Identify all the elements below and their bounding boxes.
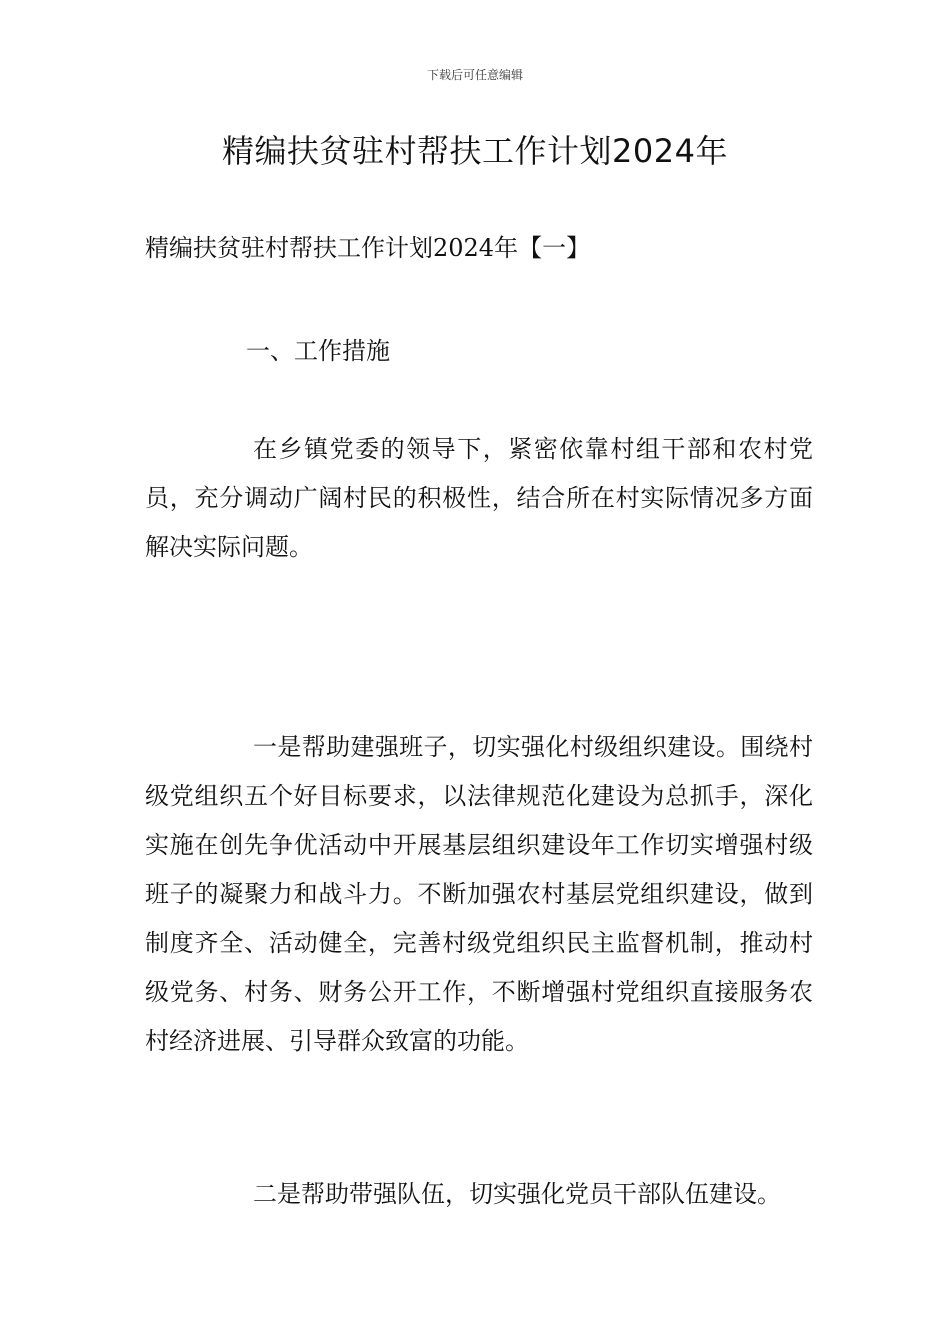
paragraph: 一是帮助建强班子，切实强化村级组织建设。围绕村级党组织五个好目标要求，以法律规范化建设为总抓手，深化实施在创先争优活动中开展基层组织建设年工作切实增强村级班子的凝聚力和战斗力。不断加强农村基层党组织建设，做到制度齐全、活动健全，完善村级党组织民主监督机制，推动村级党务、村务、财务公开工作，不断增强村党组织直接服务农村经济进展、引导群众致富的功能。 xyxy=(145,733,813,1055)
paragraph: 在乡镇党委的领导下，紧密依靠村组干部和农村党员，充分调动广阔村民的积极性，结合所在村实际情况多方面解决实际问题。 xyxy=(145,435,813,561)
page-header-note: 下载后可任意编辑 xyxy=(426,68,523,82)
document-title: 精编扶贫驻村帮扶工作计划2024年 xyxy=(222,132,728,170)
document-subtitle: 精编扶贫驻村帮扶工作计划2024年【一】 xyxy=(145,234,591,262)
paragraph: 二是帮助带强队伍，切实强化党员干部队伍建设。 xyxy=(253,1180,781,1208)
section-heading: 一、工作措施 xyxy=(246,337,390,365)
